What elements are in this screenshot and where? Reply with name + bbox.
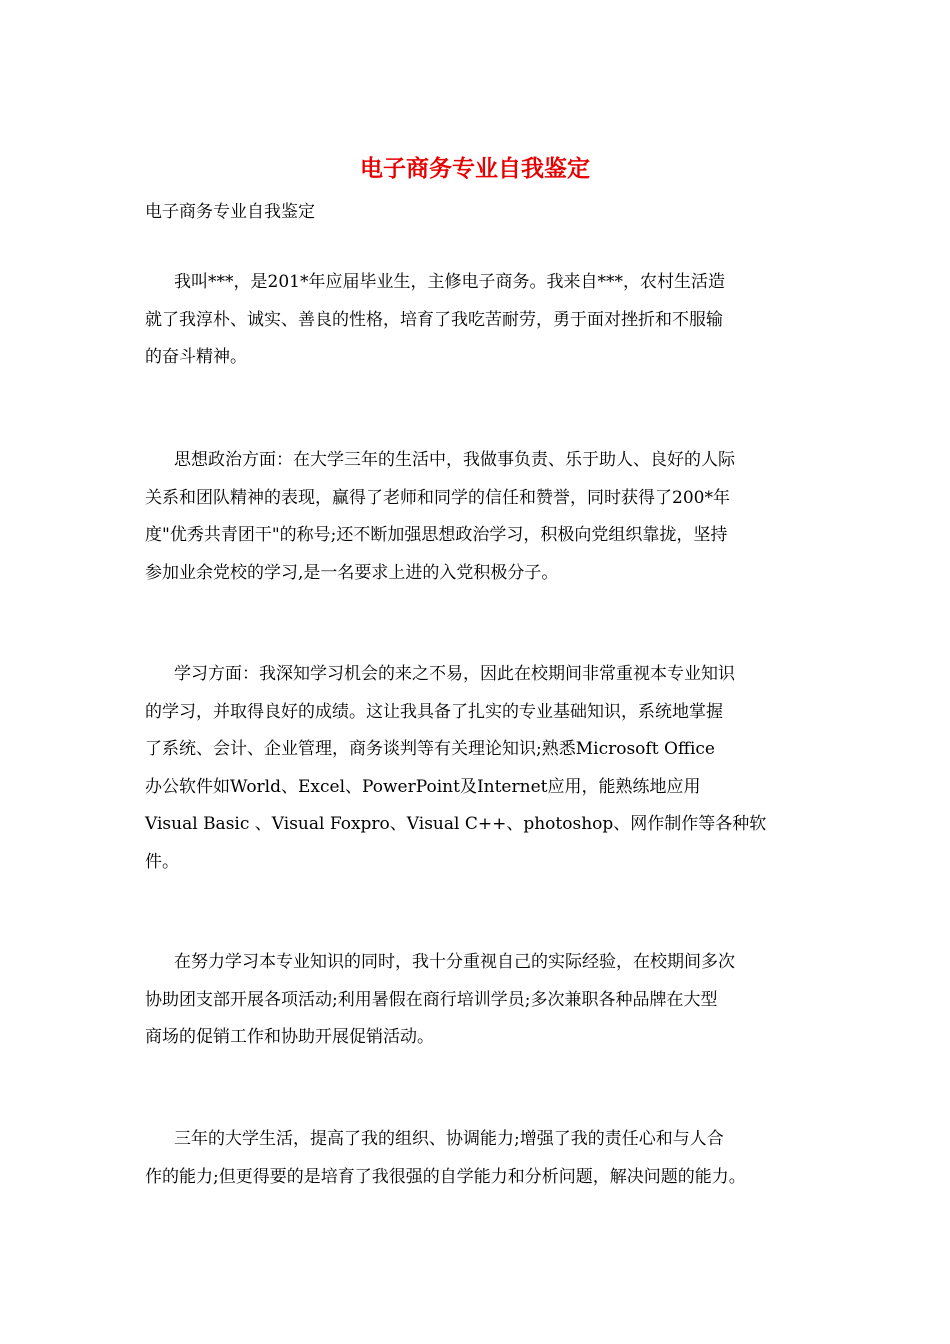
document-subtitle: 电子商务专业自我鉴定 [145,202,315,222]
paragraph-line: 思想政治方面：在大学三年的生活中，我做事负责、乐于助人、良好的人际 [174,450,735,470]
paragraph-line: 度"优秀共青团干"的称号;还不断加强思想政治学习，积极向党组织靠拢，坚持 [145,525,728,545]
paragraph-line: 参加业余党校的学习,是一名要求上进的入党积极分子。 [145,562,559,583]
paragraph-line: 件。 [145,851,179,872]
paragraph-line: 作的能力;但更得要的是培育了我很强的自学能力和分析问题，解决问题的能力。 [145,1166,746,1187]
paragraph-line: 在努力学习本专业知识的同时，我十分重视自己的实际经验，在校期间多次 [174,952,735,972]
paragraph-line: 关系和团队精神的表现，赢得了老师和同学的信任和赞誉，同时获得了200*年 [145,487,730,508]
paragraph-line: 的奋斗精神。 [145,347,247,367]
paragraph-study [145,656,825,881]
paragraph-line: 三年的大学生活，提高了我的组织、协调能力;增强了我的责任心和与人合 [174,1129,724,1149]
paragraph-introduction [145,264,825,377]
paragraph-line: 了系统、会计、企业管理，商务谈判等有关理论知识;熟悉Microsoft Office [145,739,715,759]
paragraph-line: 办公软件如World、Excel、PowerPoint及Internet应用，能熟练地应用 [145,776,701,797]
paragraph-experience [145,944,825,1057]
document-title: 电子商务专业自我鉴定 [360,155,590,182]
paragraph-line: 学习方面：我深知学习机会的来之不易，因此在校期间非常重视本专业知识 [174,664,735,684]
paragraph-political [145,442,825,592]
paragraph-line: 协助团支部开展各项活动;利用暑假在商行培训学员;多次兼职各种品牌在大型 [145,989,718,1010]
paragraph-line: Visual Basic 、Visual Foxpro、Visual C++、photoshop、网作制作等各种软 [145,814,767,834]
paragraph-line: 我叫***，是201*年应届毕业生，主修电子商务。我来自***，农村生活造 [174,272,725,292]
paragraph-line: 的学习，并取得良好的成绩。这让我具备了扎实的专业基础知识，系统地掌握 [145,701,723,722]
paragraph-summary [145,1121,825,1196]
paragraph-line: 就了我淳朴、诚实、善良的性格，培育了我吃苦耐劳，勇于面对挫折和不服输 [145,309,723,330]
paragraph-line: 商场的促销工作和协助开展促销活动。 [145,1027,434,1047]
